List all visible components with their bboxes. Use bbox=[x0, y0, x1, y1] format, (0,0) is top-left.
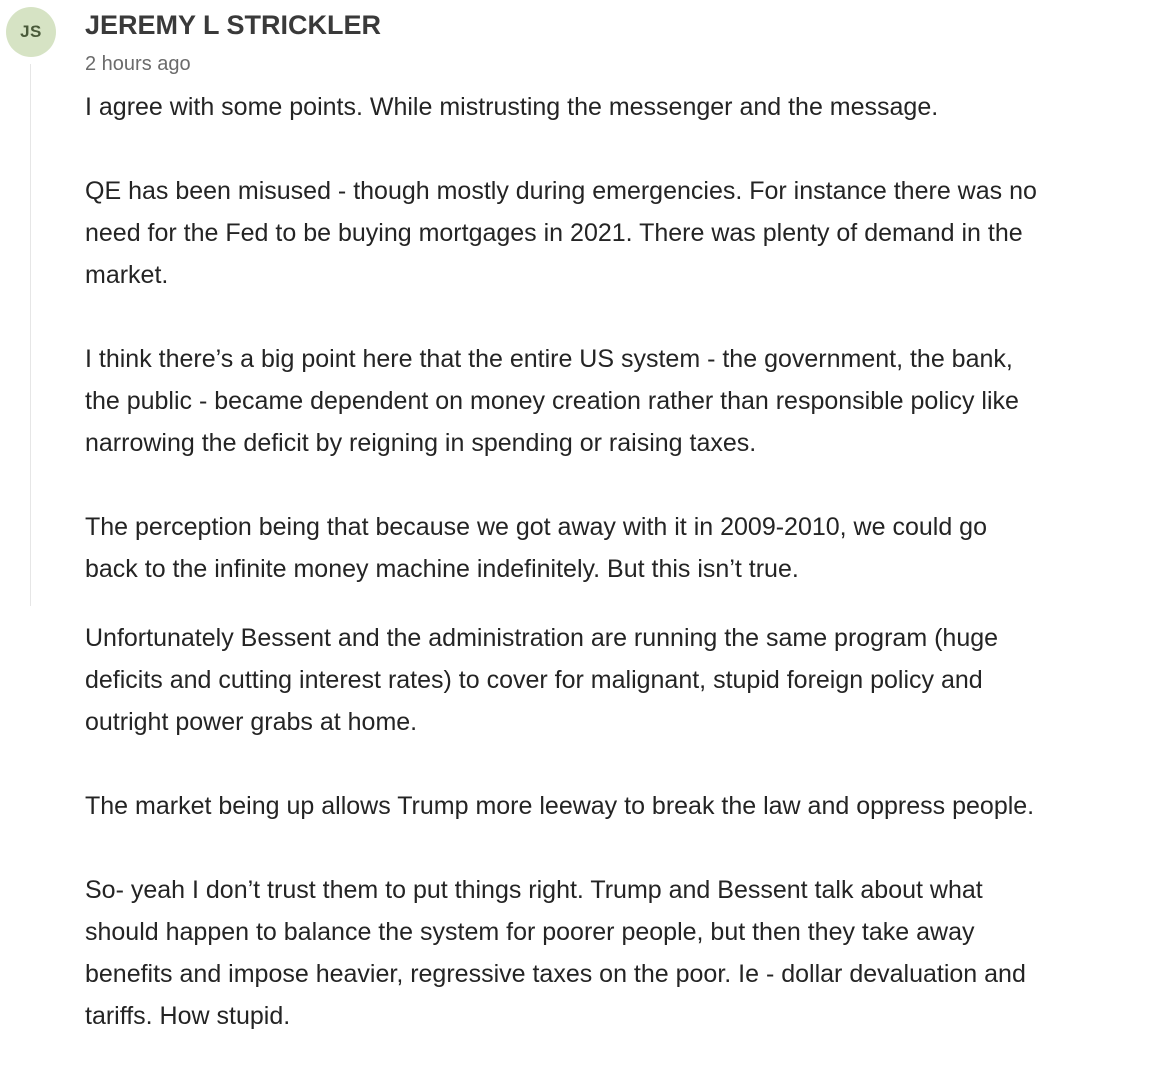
comment-body bbox=[85, 86, 1125, 1037]
comment-paragraph: I agree with some points. While mistrusting the messenger and the message. bbox=[85, 93, 939, 121]
avatar[interactable]: JS bbox=[6, 7, 56, 57]
comment-paragraph: So- yeah I don’t trust them to put things right. Trump and Bessent talk about what should happen to balance the system for poorer people, but then they take away benefits and impose heavier, regressive taxes on the poor. Ie - dollar devaluation and tariffs. How stupid. bbox=[85, 876, 1026, 1030]
comment-paragraph: I think there’s a big point here that the entire US system - the government, the bank, the public - became dependent on money creation rather than responsible policy like narrowing the deficit by reigning in spending or raising taxes. bbox=[85, 345, 1019, 457]
comment-paragraph: QE has been misused - though mostly during emergencies. For instance there was no need for the Fed to be buying mortgages in 2021. There was plenty of demand in the market. bbox=[85, 177, 1037, 289]
comment-paragraph: Unfortunately Bessent and the administration are running the same program (huge deficits and cutting interest rates) to cover for malignant, stupid foreign policy and outright power grabs at home. bbox=[85, 624, 999, 736]
author-name[interactable]: JEREMY L STRICKLER bbox=[85, 10, 382, 40]
thread-line[interactable] bbox=[30, 64, 31, 606]
comment-timestamp[interactable]: 2 hours ago bbox=[85, 53, 191, 75]
comment-paragraph: The perception being that because we got away with it in 2009-2010, we could go back to the infinite money machine indefinitely. But this isn’t true. bbox=[85, 513, 987, 583]
comment-paragraph: The market being up allows Trump more leeway to break the law and oppress people. bbox=[85, 792, 1035, 820]
